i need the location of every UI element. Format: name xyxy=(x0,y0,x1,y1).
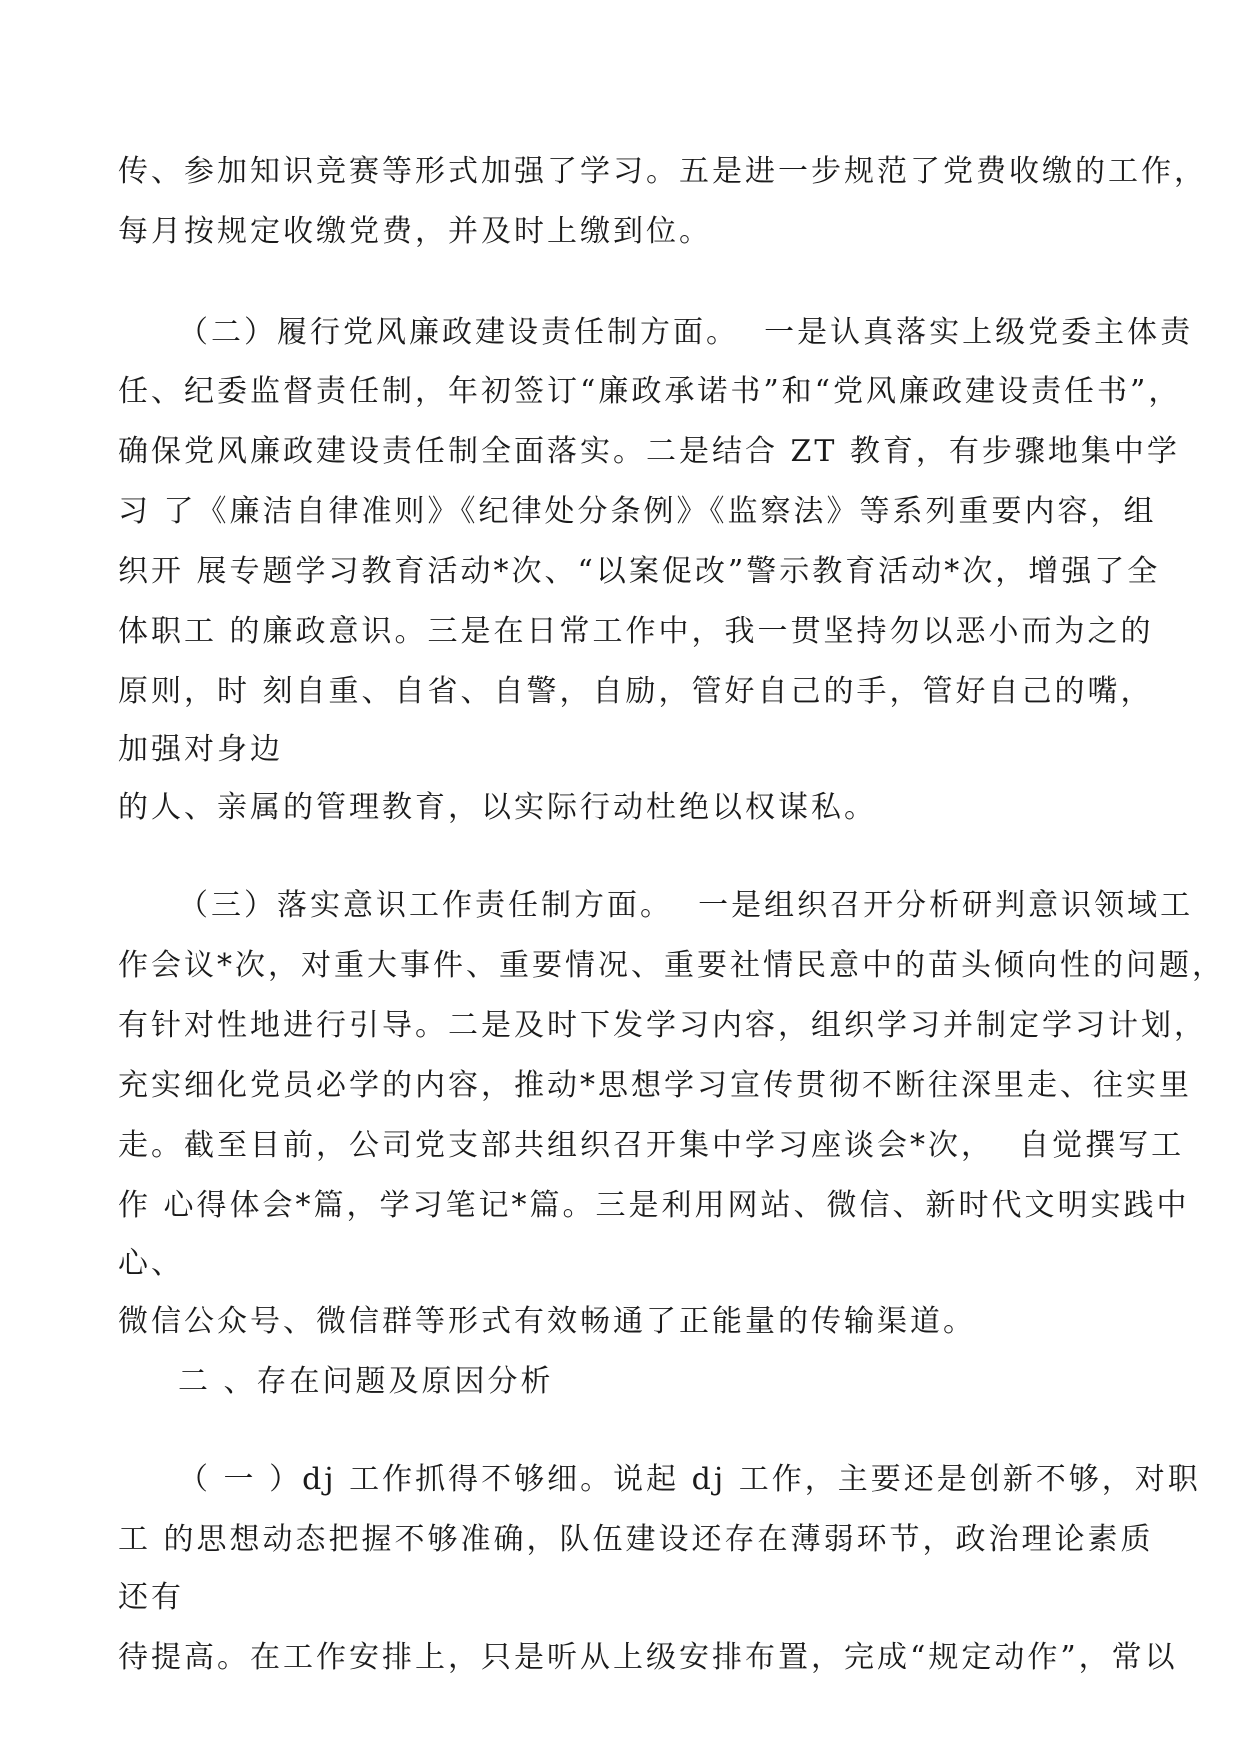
paragraph-line: 任、纪委监督责任制，年初签订“廉政承诺书”和“党风廉政建设责任书”， xyxy=(118,374,1182,409)
section-heading-line: （二）履行党风廉政建设责任制方面。 一是认真落实上级党委主体责 xyxy=(178,315,1194,350)
paragraph-line: 每月按规定收缴党费，并及时上缴到位。 xyxy=(118,214,712,249)
paragraph-line: 心、 xyxy=(118,1246,184,1281)
paragraph-line: 微信公众号、微信群等形式有效畅通了正能量的传输渠道。 xyxy=(118,1304,976,1339)
paragraph-line: 确保党风廉政建设责任制全面落实。二是结合 ZT 教育，有步骤地集中学 xyxy=(118,434,1180,469)
section-heading-line: （三）落实意识工作责任制方面。 一是组织召开分析研判意识领域工 xyxy=(178,888,1194,923)
paragraph-line: 有针对性地进行引导。二是及时下发学习内容，组织学习并制定学习计划， xyxy=(118,1008,1207,1043)
paragraph-line: 待提高。在工作安排上，只是听从上级安排布置，完成“规定动作”，常以 xyxy=(118,1640,1178,1675)
paragraph-line: 传、参加知识竞赛等形式加强了学习。五是进一步规范了党费收缴的工作， xyxy=(118,154,1207,189)
paragraph-line: 加强对身边 xyxy=(118,732,283,767)
paragraph-line: 还有 xyxy=(118,1580,184,1615)
paragraph-line: 走。截至目前，公司党支部共组织召开集中学习座谈会*次， 自觉撰写工 xyxy=(118,1128,1185,1163)
paragraph-line: 的人、亲属的管理教育，以实际行动杜绝以权谋私。 xyxy=(118,790,877,825)
paragraph-line: 工 的思想动态把握不够准确，队伍建设还存在薄弱环节，政治理论素质 xyxy=(118,1522,1154,1557)
paragraph-line: 原则，时 刻自重、自省、自警，自励，管好自己的手，管好自己的嘴， xyxy=(118,674,1154,709)
paragraph-line: 充实细化党员必学的内容，推动*思想学习宣传贯彻不断往深里走、往实里 xyxy=(118,1068,1192,1103)
paragraph-line: 体职工 的廉政意识。三是在日常工作中，我一贯坚持勿以恶小而为之的 xyxy=(118,614,1154,649)
paragraph-line: 织开 展专题学习教育活动*次、“以案促改”警示教育活动*次，增强了全 xyxy=(118,554,1161,589)
paragraph-line: 作 心得体会*篇，学习笔记*篇。三是利用网站、微信、新时代文明实践中 xyxy=(118,1188,1190,1223)
chapter-heading: 二 、存在问题及原因分析 xyxy=(178,1364,554,1399)
paragraph-line: 习 了《廉洁自律准则》《纪律处分条例》《监察法》等系列重要内容，组 xyxy=(118,494,1157,529)
section-heading-line: （ 一 ）dj 工作抓得不够细。说起 dj 工作，主要还是创新不够，对职 xyxy=(178,1462,1201,1497)
paragraph-line: 作会议*次，对重大事件、重要情况、重要社情民意中的苗头倾向性的问题， xyxy=(118,948,1225,983)
